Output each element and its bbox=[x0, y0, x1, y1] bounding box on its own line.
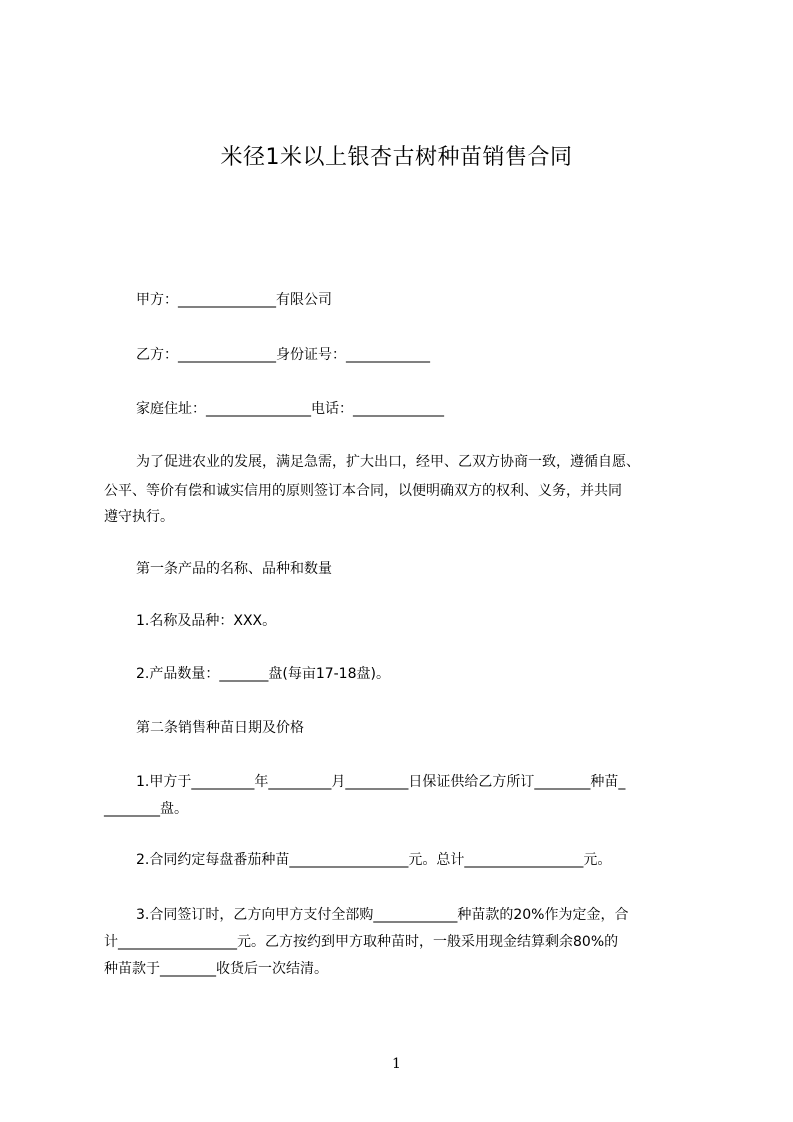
party-b-line: 乙方：______________身份证号：____________ bbox=[136, 347, 430, 363]
article-2-item-1-line-1: 1.甲方于_________年_________月_________日保证供给乙方所订________种苗_ bbox=[136, 774, 626, 790]
article-2-item-1-line-2: ________盘。 bbox=[104, 801, 188, 817]
article-1-item-1: 1.名称及品种：XXX。 bbox=[136, 613, 277, 629]
article-2-item-3-line-1: 3.合同签订时，乙方向甲方支付全部购____________种苗款的20%作为定金，合 bbox=[136, 907, 629, 923]
article-2-heading: 第二条销售种苗日期及价格 bbox=[136, 720, 304, 736]
article-2-item-3-line-2: 计_________________元。乙方按约到甲方取种苗时，一般采用现金结算剩余80%的 bbox=[104, 934, 619, 950]
article-1-item-2: 2.产品数量：_______盘(每亩17-18盘)。 bbox=[136, 666, 390, 682]
article-2-item-3-line-3: 种苗款于________收货后一次结清。 bbox=[104, 961, 328, 977]
article-2-item-2: 2.合同约定每盘番茄种苗_________________元。总计_________________元。 bbox=[136, 852, 612, 868]
address-line: 家庭住址：_______________电话：_____________ bbox=[136, 401, 444, 417]
preamble-line-3: 遵守执行。 bbox=[104, 509, 174, 525]
page-number: 1 bbox=[392, 1056, 401, 1072]
article-1-heading: 第一条产品的名称、品种和数量 bbox=[136, 561, 332, 577]
preamble-line-2: 公平、等价有偿和诚实信用的原则签订本合同，以便明确双方的权利、义务，并共同 bbox=[104, 483, 622, 499]
preamble-line-1: 为了促进农业的发展，满足急需，扩大出口，经甲、乙双方协商一致，遵循自愿、 bbox=[136, 454, 640, 470]
party-a-line: 甲方：______________有限公司 bbox=[136, 292, 332, 308]
document-title: 米径1米以上银杏古树种苗销售合同 bbox=[220, 145, 573, 170]
